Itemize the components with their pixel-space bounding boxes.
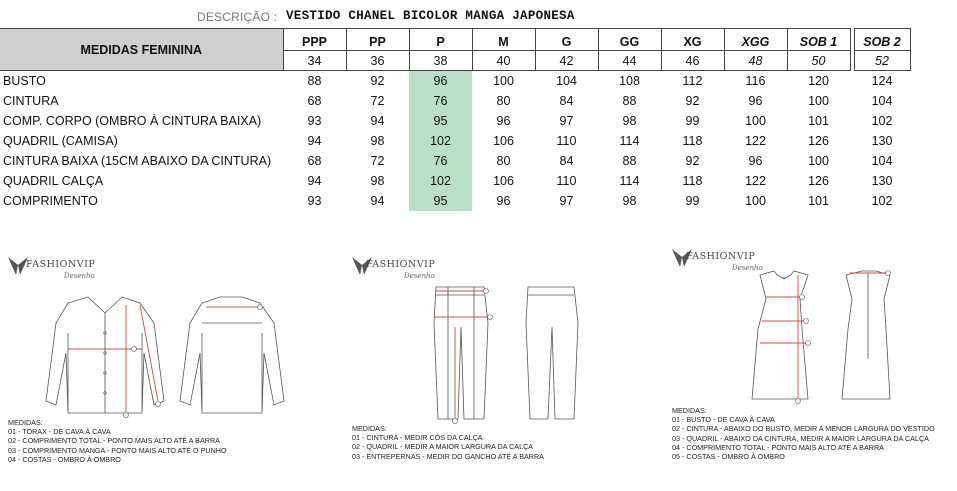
measurement-value: 100 <box>808 93 829 108</box>
measurement-value: 104 <box>556 73 577 88</box>
dress-measure-notes <box>672 406 935 461</box>
notes-heading: MEDIDAS: <box>352 424 387 433</box>
measurement-value: 96 <box>496 113 511 128</box>
measurement-value: 110 <box>556 173 577 188</box>
measurement-value: 100 <box>745 193 766 208</box>
measurement-value: 106 <box>493 133 514 148</box>
measurement-value: 122 <box>745 173 766 188</box>
measurement-value: 100 <box>745 113 766 128</box>
note-item: 03 - QUADRIL - ABAIXO DA CINTURA, MEDIR A MAIOR LARGURA DA CALÇA <box>672 433 929 443</box>
measurement-value: 96 <box>748 153 763 168</box>
measurement-value: 126 <box>808 133 829 148</box>
measurement-value: 95 <box>409 191 472 211</box>
measurement-value: 114 <box>619 133 640 148</box>
size-header: P <box>409 29 472 51</box>
measurement-value: 97 <box>559 193 574 208</box>
measurement-value: 101 <box>808 193 829 208</box>
size-number: 44 <box>598 51 661 71</box>
measurement-label: CINTURA BAIXA (15CM ABAIXO DA CINTURA) <box>3 153 272 168</box>
measurement-label: COMPRIMENTO <box>3 193 98 208</box>
measurement-value: 99 <box>685 193 700 208</box>
notes-heading: MEDIDAS: <box>8 418 43 427</box>
measurement-row <box>0 131 910 151</box>
measurement-label: QUADRIL CALÇA <box>3 173 104 188</box>
measurement-value: 76 <box>409 91 472 111</box>
measurement-value: 93 <box>307 113 322 128</box>
pants-measure-notes <box>352 424 544 461</box>
measurement-value: 88 <box>622 153 637 168</box>
note-item: 02 - QUADRIL - MEDIR A MAIOR LARGURA DA CALÇA <box>352 442 534 452</box>
measurement-value: 106 <box>493 173 514 188</box>
measurement-value: 94 <box>370 193 385 208</box>
dress-drawing <box>670 269 950 409</box>
measurement-value: 118 <box>682 173 703 188</box>
measurement-value: 94 <box>307 173 322 188</box>
measurement-row <box>0 71 910 91</box>
note-item: 04 - COMPRIMENTO TOTAL - PONTO MAIS ALTO ATÉ A BARRA <box>672 442 884 452</box>
size-header-row <box>0 29 910 51</box>
measurement-value: 102 <box>871 113 893 128</box>
measurement-value: 120 <box>808 73 829 88</box>
measurement-value: 94 <box>370 113 385 128</box>
description-row <box>0 8 957 26</box>
description-label: DESCRIÇÃO : <box>197 10 278 24</box>
measurement-value: 94 <box>307 133 322 148</box>
measurement-value: 84 <box>559 93 574 108</box>
shirt-measurement-sketch <box>6 253 306 483</box>
measurement-value: 110 <box>556 133 577 148</box>
size-header: XG <box>661 29 724 51</box>
size-number: 38 <box>409 51 472 71</box>
pants-measurement-sketch <box>350 253 630 483</box>
note-item: 03 - ENTREPERNAS - MEDIR DO GANCHO ATÉ A BARRA <box>352 451 544 461</box>
note-item: 03 - COMPRIMENTO MANGA - PONTO MAIS ALTO ATÉ O PUNHO <box>8 445 227 455</box>
measurement-value: 100 <box>493 73 514 88</box>
measurement-value: 93 <box>307 193 322 208</box>
measurement-value: 96 <box>496 193 511 208</box>
measurement-value: 99 <box>685 113 700 128</box>
measurement-value: 130 <box>871 133 893 148</box>
product-name: VESTIDO CHANEL BICOLOR MANGA JAPONESA <box>286 9 575 23</box>
measurement-value: 102 <box>871 193 893 208</box>
size-header: G <box>535 29 598 51</box>
brand-name: FASHIONVIP <box>26 259 96 270</box>
measurement-value: 102 <box>409 131 472 151</box>
measurement-value: 97 <box>559 113 574 128</box>
note-item: 01 - BUSTO - DE CAVA À CAVA <box>672 415 775 425</box>
measurement-label: BUSTO <box>3 73 46 88</box>
size-header: PP <box>346 29 409 51</box>
measurement-value: 92 <box>370 73 385 88</box>
measurement-value: 68 <box>307 93 322 108</box>
measurement-label: CINTURA <box>3 93 59 108</box>
measurement-row <box>0 151 910 171</box>
brand-tagline: Desenho <box>732 264 763 272</box>
measurement-value: 98 <box>370 133 385 148</box>
measurement-label: QUADRIL (CAMISA) <box>3 133 118 148</box>
measurement-value: 88 <box>622 93 637 108</box>
measurement-value: 112 <box>682 73 703 88</box>
measurement-value: 76 <box>409 151 472 171</box>
measurement-value: 122 <box>745 133 766 148</box>
brand-tagline: Desenho <box>64 272 95 280</box>
measurement-value: 72 <box>370 93 385 108</box>
size-header: M <box>472 29 535 51</box>
measurement-value: 80 <box>496 93 511 108</box>
size-header: PPP <box>283 29 346 51</box>
size-number: 48 <box>724 51 787 71</box>
note-item: 01 - TORAX - DE CAVA À CAVA <box>8 427 111 437</box>
measurement-value: 98 <box>622 113 637 128</box>
size-number: 46 <box>661 51 724 71</box>
size-header: GG <box>598 29 661 51</box>
measurement-value: 118 <box>682 133 703 148</box>
note-item: 05 - COSTAS - OMBRO À OMBRO <box>672 452 785 462</box>
dress-measurement-sketch <box>670 245 950 475</box>
measurement-value: 100 <box>808 153 829 168</box>
measurement-value: 116 <box>745 73 766 88</box>
measurement-value: 68 <box>307 153 322 168</box>
measurement-row <box>0 171 910 191</box>
measurement-value: 124 <box>871 73 893 88</box>
measurement-value: 102 <box>409 171 472 191</box>
measurement-value: 98 <box>370 173 385 188</box>
measurement-value: 130 <box>871 173 893 188</box>
notes-heading: MEDIDAS: <box>672 406 707 415</box>
measurement-value: 92 <box>685 153 700 168</box>
size-number: 52 <box>854 51 910 71</box>
pants-drawing <box>350 283 630 433</box>
size-header: SOB 2 <box>854 29 910 51</box>
measurement-value: 84 <box>559 153 574 168</box>
size-number: 34 <box>283 51 346 71</box>
measurement-label: COMP. CORPO (OMBRO À CINTURA BAIXA) <box>3 113 262 128</box>
size-number: 42 <box>535 51 598 71</box>
measurement-value: 80 <box>496 153 511 168</box>
size-header: XGG <box>724 29 787 51</box>
size-number: 40 <box>472 51 535 71</box>
note-item: 02 - COMPRIMENTO TOTAL - PONTO MAIS ALTO ATÉ A BARRA <box>8 436 220 446</box>
measurement-value: 88 <box>307 73 322 88</box>
note-item: 01 - CINTURA - MEDIR CÓS DA CALÇA <box>352 433 483 443</box>
measurement-row <box>0 191 910 211</box>
note-item: 04 - COSTAS - OMBRO À OMBRO <box>8 454 121 464</box>
measurement-value: 114 <box>619 173 640 188</box>
measurement-row <box>0 91 910 111</box>
size-number: 50 <box>787 51 850 71</box>
table-header-label: MEDIDAS FEMININA <box>0 29 283 71</box>
measurement-value: 96 <box>409 71 472 91</box>
measurement-value: 92 <box>685 93 700 108</box>
measurement-value: 72 <box>370 153 385 168</box>
brand-name: FASHIONVIP <box>366 259 436 270</box>
measurement-value: 104 <box>871 153 893 168</box>
measurement-value: 95 <box>409 111 472 131</box>
size-number: 36 <box>346 51 409 71</box>
measurement-value: 98 <box>622 193 637 208</box>
measurement-value: 126 <box>808 173 829 188</box>
shirt-measure-notes <box>8 418 227 464</box>
size-chart-table <box>0 28 911 211</box>
measurement-value: 96 <box>748 93 763 108</box>
brand-name: FASHIONVIP <box>686 251 756 262</box>
note-item: 02 - CINTURA - ABAIXO DO BUSTO, MEDIR A MENOR LARGURA DO VESTIDO <box>672 424 935 434</box>
measurement-value: 108 <box>619 73 640 88</box>
measurement-value: 101 <box>808 113 829 128</box>
measurement-value: 104 <box>871 93 893 108</box>
size-header: SOB 1 <box>787 29 850 51</box>
brand-tagline: Desenho <box>404 272 435 280</box>
measurement-row <box>0 111 910 131</box>
